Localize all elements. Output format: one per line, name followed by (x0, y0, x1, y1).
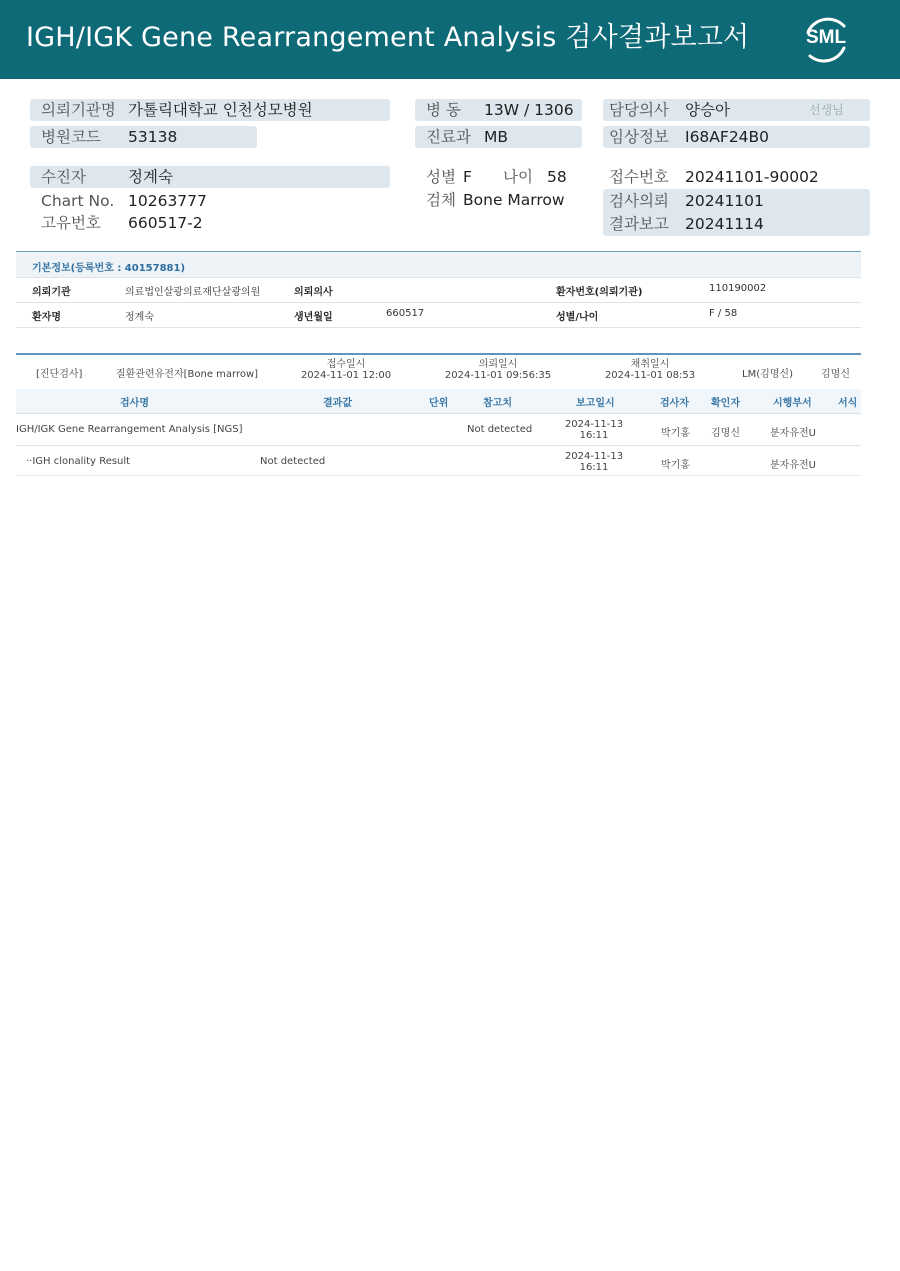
row-result: Not detected (260, 456, 326, 467)
pt-no-label: 환자번호(의뢰기관) (556, 287, 643, 298)
collected-value: 2024-11-01 08:53 (604, 370, 696, 381)
doctor-field (603, 99, 870, 121)
report-field (603, 213, 870, 235)
doctor-value: 양승아 (685, 101, 730, 119)
patient-label: 수진자 (41, 168, 86, 186)
requested-label: 의뢰일시 (478, 359, 518, 370)
request-value: 20241101 (685, 192, 764, 210)
divider (16, 277, 861, 278)
col-result: 결과값 (323, 398, 352, 409)
row-divider (16, 475, 861, 476)
institution-value: 가톨릭대학교 인천성모병원 (128, 101, 313, 119)
receipt-field (603, 166, 870, 188)
dob-label: 생년월일 (294, 312, 333, 323)
sml-logo (798, 12, 854, 68)
specimen-label: 검체 (426, 191, 456, 209)
sexage-value: F / 58 (709, 308, 738, 319)
sex-value: F (463, 168, 472, 186)
col-confirmer: 확인자 (711, 398, 740, 409)
basic-info-title-bar (16, 251, 861, 278)
col-unit: 단위 (429, 398, 449, 409)
order-lab: LM(김명신) (742, 369, 793, 380)
patient-value: 정계숙 (128, 168, 173, 186)
pt-no-value: 110190002 (709, 283, 767, 294)
id-label: 고유번호 (41, 214, 101, 232)
row-report-date: 2024-11-13 (564, 419, 624, 430)
order-person: 김명신 (821, 369, 850, 380)
patient-field (30, 166, 390, 188)
results-table-header (16, 389, 861, 414)
chart-field (30, 190, 390, 212)
col-test-name: 검사명 (120, 398, 149, 409)
divider (16, 302, 861, 303)
chart-value: 10263777 (128, 192, 207, 210)
logo-text: SML (805, 27, 847, 48)
row-report-time: 16:11 (579, 430, 609, 441)
col-tester: 검사자 (660, 398, 689, 409)
dept-label: 진료과 (426, 128, 471, 146)
chart-label: Chart No. (41, 192, 115, 210)
sexage-label: 성별/나이 (556, 312, 599, 323)
order-top-rule (16, 353, 861, 355)
institution-label: 의뢰기관명 (41, 101, 116, 119)
row-reference: Not detected (467, 424, 533, 435)
row-divider (16, 445, 861, 446)
dob-value: 660517 (386, 308, 425, 319)
age-value: 58 (547, 168, 567, 186)
clinical-field (603, 126, 870, 148)
order-received (296, 359, 396, 381)
institution-field (30, 99, 390, 121)
collected-label: 채취일시 (630, 359, 670, 370)
sex-label: 성별 (426, 168, 456, 186)
specimen-value: Bone Marrow (463, 191, 565, 209)
hospital-code-value: 53138 (128, 128, 178, 146)
received-label: 접수일시 (326, 359, 366, 370)
hospital-code-field (30, 126, 257, 148)
specimen-field (415, 189, 595, 211)
dept-value: MB (484, 128, 509, 146)
report-header (0, 0, 900, 79)
receipt-value: 20241101-90002 (685, 168, 819, 186)
col-dept: 시행부서 (773, 398, 812, 409)
name-label: 환자명 (32, 312, 61, 323)
age-label: 나이 (503, 168, 533, 186)
divider (16, 327, 861, 328)
ward-value: 13W / 1306 (484, 101, 574, 119)
id-value: 660517-2 (128, 214, 203, 232)
name-value: 정계숙 (125, 312, 154, 323)
report-title: IGH/IGK Gene Rearrangement Analysis 검사결과보고서 (26, 22, 750, 53)
ward-field (415, 99, 582, 121)
row-confirmer: 김명신 (711, 428, 740, 439)
sex-age-field (415, 166, 585, 188)
basic-info-title: 기본정보(등록번호 : 40157881) (32, 263, 186, 274)
report-value: 20241114 (685, 215, 764, 233)
request-label: 검사의뢰 (609, 192, 669, 210)
row-report-datetime (564, 451, 624, 473)
requested-value: 2024-11-01 09:56:35 (444, 370, 552, 381)
request-field (603, 190, 870, 212)
receipt-label: 접수번호 (609, 168, 669, 186)
row-dept: 분자유전U (770, 460, 816, 471)
row-test-name: ··IGH clonality Result (26, 456, 131, 467)
col-reference: 참고치 (483, 398, 512, 409)
clinical-value: I68AF24B0 (685, 128, 770, 146)
dept-field (415, 126, 582, 148)
report-label: 결과보고 (609, 215, 669, 233)
inst-value: 의료법인살광의료재단살광의원 (125, 287, 261, 298)
row-test-name: IGH/IGK Gene Rearrangement Analysis [NGS] (16, 424, 243, 435)
received-value: 2024-11-01 12:00 (300, 370, 392, 381)
hospital-code-label: 병원코드 (41, 128, 101, 146)
ward-label: 병 동 (426, 101, 461, 119)
row-report-datetime (564, 419, 624, 441)
row-tester: 박기홍 (661, 460, 690, 471)
row-report-time: 16:11 (579, 462, 609, 473)
id-field (30, 212, 390, 234)
order-item: 질환관련유전자[Bone marrow] (116, 369, 259, 380)
doctor-suffix: 선생님 (809, 103, 844, 117)
order-category: [진단검사] (36, 369, 83, 380)
order-requested (442, 359, 554, 381)
clinical-label: 임상정보 (609, 128, 669, 146)
inst-label: 의뢰기관 (32, 287, 71, 298)
row-dept: 분자유전U (770, 428, 816, 439)
order-collected (600, 359, 700, 381)
req-doctor-label: 의뢰의사 (294, 287, 333, 298)
col-form: 서식 (838, 398, 858, 409)
col-report-date: 보고일시 (576, 398, 615, 409)
row-report-date: 2024-11-13 (564, 451, 624, 462)
row-tester: 박기홍 (661, 428, 690, 439)
doctor-label: 담당의사 (609, 101, 669, 119)
